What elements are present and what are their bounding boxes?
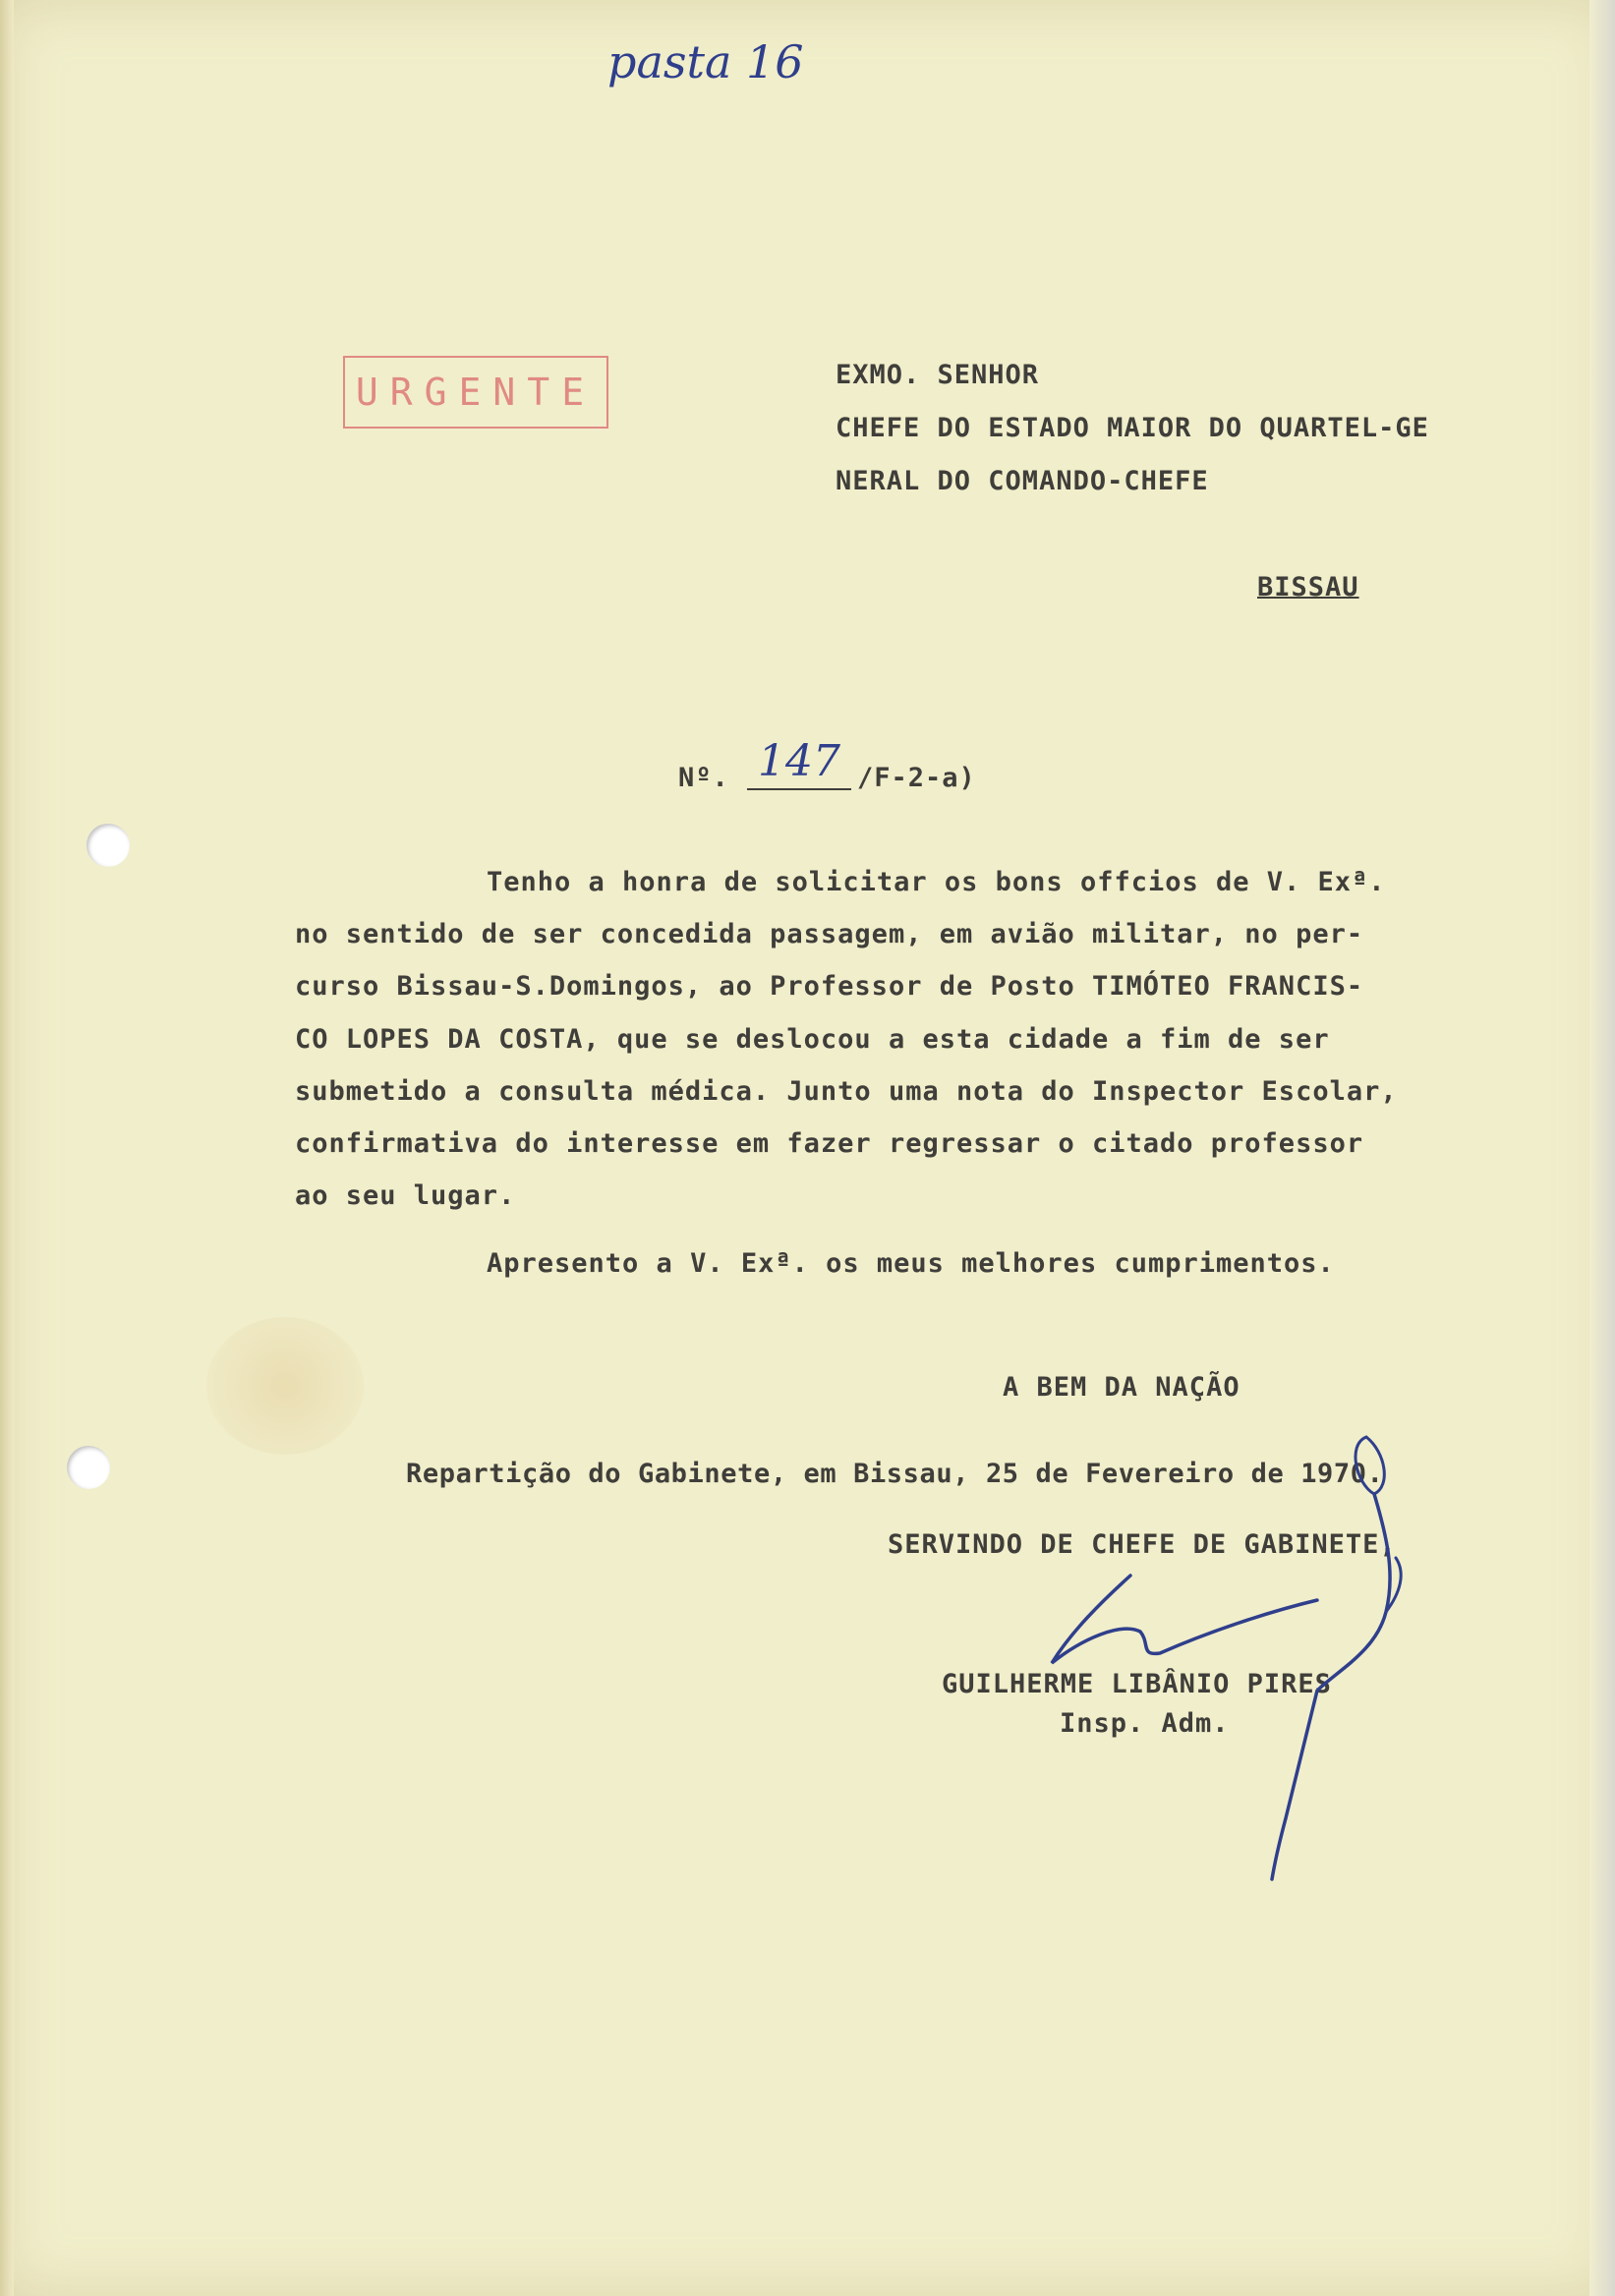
addressee-line-1: EXMO. SENHOR [836,360,1040,390]
body-line-1: Tenho a honra de solicitar os bons offcios de V. Exª. [487,867,1386,897]
signatory-role: SERVINDO DE CHEFE DE GABINETE, [888,1529,1397,1560]
body-line-4: CO LOPES DA COSTA, que se deslocou a esta cidade a fim de ser [295,1024,1330,1055]
body-line-5: submetido a consulta médica. Junto uma nota do Inspector Escolar, [295,1076,1398,1107]
closing-line: Apresento a V. Exª. os meus melhores cumprimentos. [487,1248,1335,1279]
body-line-7: ao seu lugar. [295,1180,516,1211]
reference-number-handwritten: 147 [747,735,851,790]
reference-prefix: Nº. [678,763,729,793]
signatory-title: Insp. Adm. [1060,1708,1230,1739]
handwritten-archive-note: pasta 16 [607,35,804,88]
body-line-3: curso Bissau-S.Domingos, ao Professor de Posto TIMÓTEO FRANCIS- [295,971,1364,1002]
signatory-name: GUILHERME LIBÂNIO PIRES [942,1669,1332,1699]
addressee-line-2: CHEFE DO ESTADO MAIOR DO QUARTEL-GE [836,413,1429,443]
urgent-stamp-text: URGENTE [355,371,597,414]
addressee-city: BISSAU [1257,572,1359,603]
reference-suffix: /F-2-a) [857,763,976,793]
addressee-line-3: NERAL DO COMANDO-CHEFE [836,466,1209,496]
salutation: A BEM DA NAÇÃO [1003,1372,1240,1403]
body-line-2: no sentido de ser concedida passagem, em avião militar, no per- [295,919,1364,949]
body-line-6: confirmativa do interesse em fazer regressar o citado professor [295,1128,1364,1159]
place-and-date: Repartição do Gabinete, em Bissau, 25 de Fevereiro de 1970. [406,1459,1384,1489]
